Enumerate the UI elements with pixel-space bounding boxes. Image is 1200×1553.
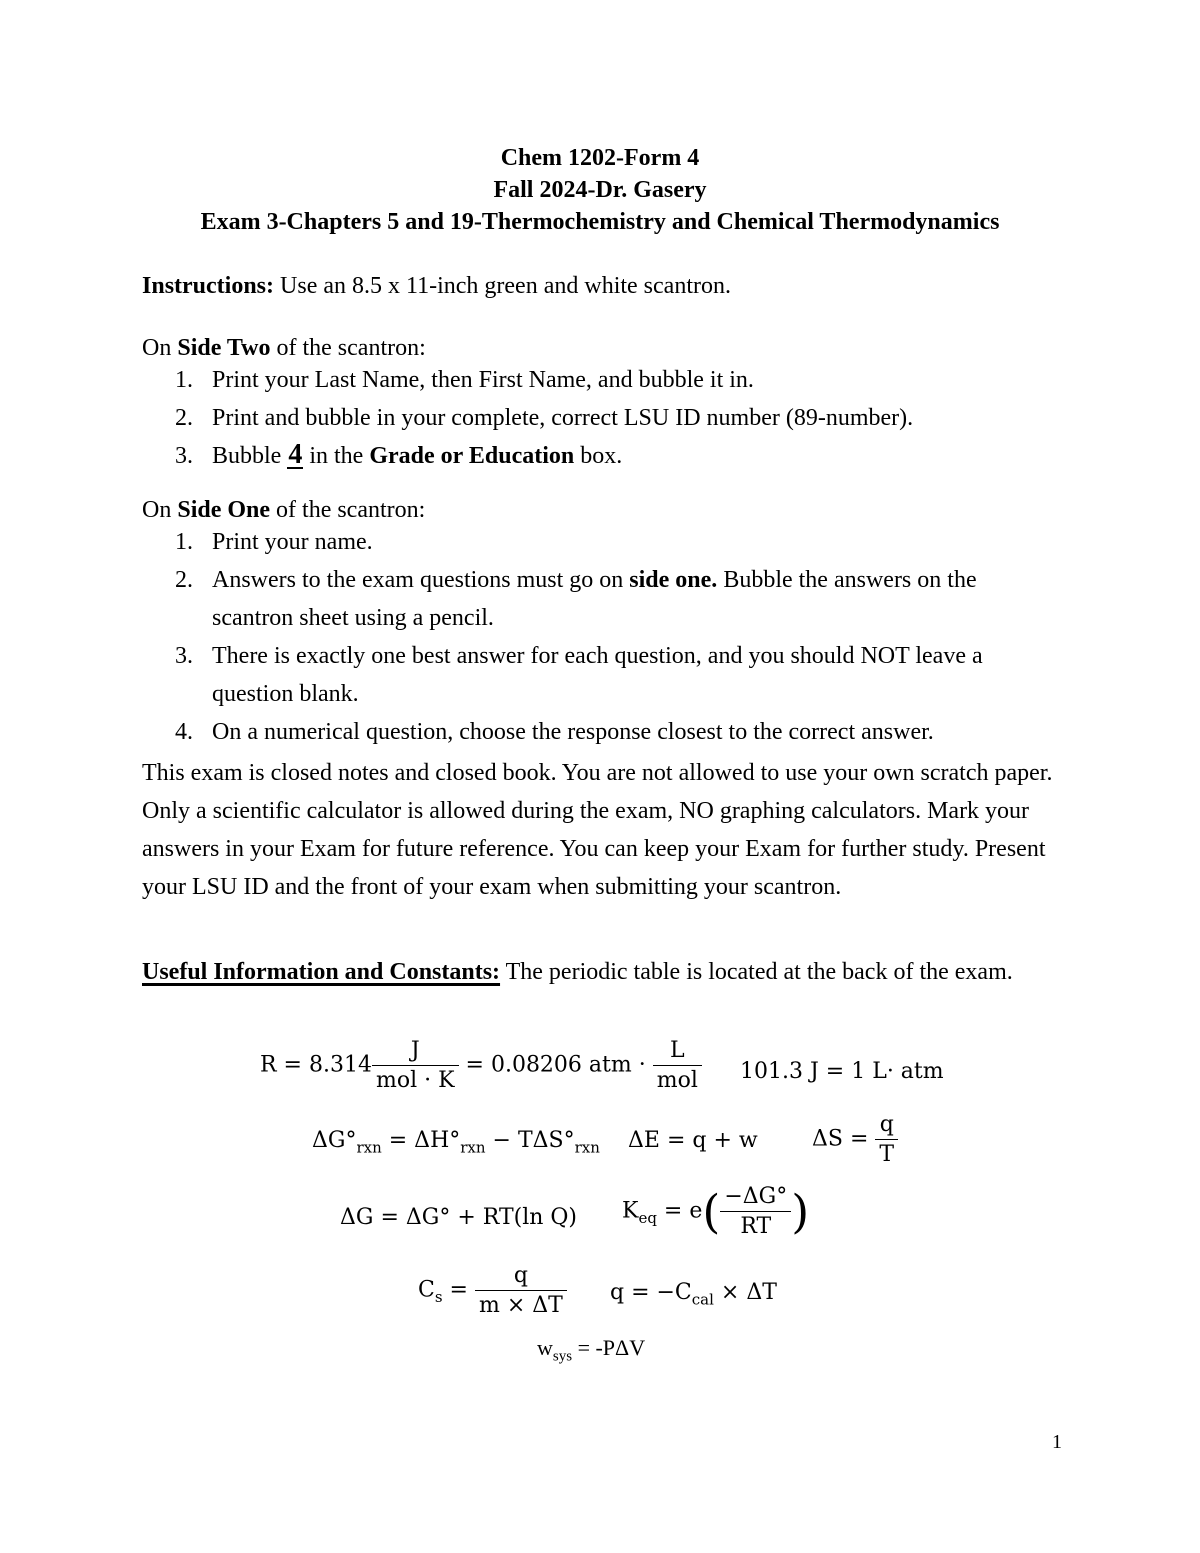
- equation-equilibrium-constant: [622, 1184, 809, 1239]
- eq-text: = -PΔV: [572, 1335, 646, 1360]
- page-number: 1: [1052, 1431, 1062, 1453]
- grade-value: 4: [288, 439, 303, 470]
- fraction-numerator: q: [875, 1112, 898, 1140]
- useful-info-heading: Useful Information and Constants:: [142, 959, 501, 985]
- side-two-intro: [142, 335, 426, 362]
- exam-term-instructor: Fall 2024-Dr. Gasery: [493, 177, 707, 203]
- side-one-emphasis: side one.: [629, 567, 718, 593]
- exam-subtitle: Exam 3-Chapters 5 and 19-Thermochemistry and Chemical Thermodynamics: [200, 209, 1000, 235]
- list-item-text: On a numerical question, choose the response closest to the correct answer.: [212, 719, 934, 745]
- open-paren: (: [702, 1184, 721, 1239]
- equation-entropy: [812, 1112, 898, 1167]
- eq-subscript: sys: [552, 1348, 573, 1365]
- equation-internal-energy: ΔE = q + w: [628, 1128, 758, 1153]
- equation-calorimeter: [610, 1280, 777, 1308]
- instructions-line: [142, 273, 731, 300]
- side-two-list: [175, 361, 1075, 475]
- eq-subscript: rxn: [460, 1138, 486, 1157]
- fraction-numerator: J: [372, 1038, 459, 1066]
- useful-info-text: The periodic table is located at the back of the exam.: [500, 959, 1013, 985]
- eq-text: = ΔH°: [381, 1128, 461, 1153]
- list-item-text: Print your name.: [212, 529, 373, 555]
- side-two-intro-post: of the scantron:: [270, 335, 426, 361]
- side-one-intro-post: of the scantron:: [270, 497, 426, 523]
- list-item-text: Answers to the exam questions must go on: [212, 567, 630, 593]
- fraction-denominator: RT: [740, 1214, 772, 1239]
- grade-box-label: Grade or Education: [369, 443, 575, 469]
- fraction: [653, 1038, 702, 1093]
- equation-specific-heat: [418, 1263, 567, 1318]
- equation-energy-conversion: 101.3 J = 1 L· atm: [740, 1059, 944, 1084]
- eq-text: = e: [656, 1198, 703, 1224]
- eq-text: × ΔT: [713, 1280, 777, 1305]
- eq-text: ΔG°: [312, 1128, 357, 1153]
- instructions-label: Instructions:: [142, 273, 275, 299]
- exam-title: Chem 1202-Form 4: [500, 145, 700, 171]
- fraction: [475, 1263, 567, 1318]
- list-number: 3.: [175, 443, 193, 469]
- instructions-text: Use an 8.5 x 11-inch green and white scantron.: [274, 273, 731, 299]
- side-one-intro: [142, 497, 425, 524]
- list-number: 3.: [175, 643, 193, 669]
- list-item: [175, 399, 1075, 437]
- list-item: [175, 523, 1055, 561]
- list-item-text: box.: [574, 443, 623, 469]
- list-item-text: in the: [303, 443, 370, 469]
- list-number: 4.: [175, 719, 193, 745]
- eq-text: ΔS =: [812, 1126, 876, 1152]
- eq-text: =: [442, 1277, 475, 1303]
- eq-subscript: eq: [638, 1208, 657, 1227]
- fraction-denominator: m × ΔT: [478, 1293, 563, 1318]
- list-item: [175, 561, 1055, 637]
- equation-gas-constant: [260, 1038, 702, 1093]
- eq-text: q = −C: [610, 1280, 692, 1305]
- eq-text: C: [418, 1277, 435, 1303]
- fraction-denominator: T: [879, 1142, 895, 1167]
- equation-gibbs-standard: [312, 1128, 600, 1156]
- list-item: [175, 437, 1075, 475]
- side-two-label: Side Two: [177, 335, 271, 361]
- fraction: [875, 1112, 898, 1167]
- list-number: 1.: [175, 529, 193, 555]
- useful-info-line: [142, 953, 1062, 991]
- eq-subscript: s: [434, 1287, 443, 1306]
- list-item-text: Bubble the answers on the scantron sheet using a pencil.: [212, 567, 977, 631]
- fraction-numerator: L: [653, 1038, 702, 1066]
- list-number: 1.: [175, 367, 193, 393]
- eq-r-alt: = 0.08206 atm ·: [458, 1052, 653, 1078]
- fraction: [720, 1184, 791, 1239]
- list-item: [175, 713, 1055, 751]
- side-one-label: Side One: [177, 497, 271, 523]
- eq-subscript: rxn: [574, 1138, 600, 1157]
- list-item-text: Bubble: [212, 443, 288, 469]
- eq-text: w: [537, 1335, 553, 1360]
- list-item-text: There is exactly one best answer for each question, and you should NOT leave a question blank.: [212, 643, 983, 707]
- eq-subscript: cal: [691, 1290, 714, 1309]
- list-item-text: Print your Last Name, then First Name, and bubble it in.: [212, 367, 754, 393]
- fraction-denominator: mol: [656, 1068, 698, 1093]
- close-paren: ): [791, 1184, 810, 1239]
- eq-text: K: [622, 1198, 639, 1224]
- eq-text: − TΔS°: [485, 1128, 575, 1153]
- fraction-numerator: −ΔG°: [720, 1184, 791, 1212]
- side-one-intro-pre: On: [142, 497, 178, 523]
- list-item: [175, 637, 1055, 713]
- side-one-list: [175, 523, 1055, 751]
- eq-subscript: rxn: [356, 1138, 382, 1157]
- side-two-intro-pre: On: [142, 335, 178, 361]
- equation-gibbs-nonstandard: ΔG = ΔG° + RT(ln Q): [340, 1205, 578, 1230]
- equation-work: [537, 1335, 645, 1365]
- fraction-denominator: mol · K: [375, 1068, 455, 1093]
- list-item-text: Print and bubble in your complete, correct LSU ID number (89-number).: [212, 405, 914, 431]
- fraction-numerator: q: [475, 1263, 567, 1291]
- fraction: [372, 1038, 459, 1093]
- list-number: 2.: [175, 405, 193, 431]
- list-number: 2.: [175, 567, 193, 593]
- exam-rules-paragraph: This exam is closed notes and closed book. You are not allowed to use your own scratch paper. Only a scientific calculator is allowed during the exam, NO graphing calculators. Mark your answers in your Exam for future reference. You can keep your Exam for further study. Present your LSU ID and the front of your exam when submitting your scantron.: [142, 760, 1053, 900]
- list-item: [175, 361, 1075, 399]
- eq-r-value: R = 8.314: [260, 1052, 372, 1078]
